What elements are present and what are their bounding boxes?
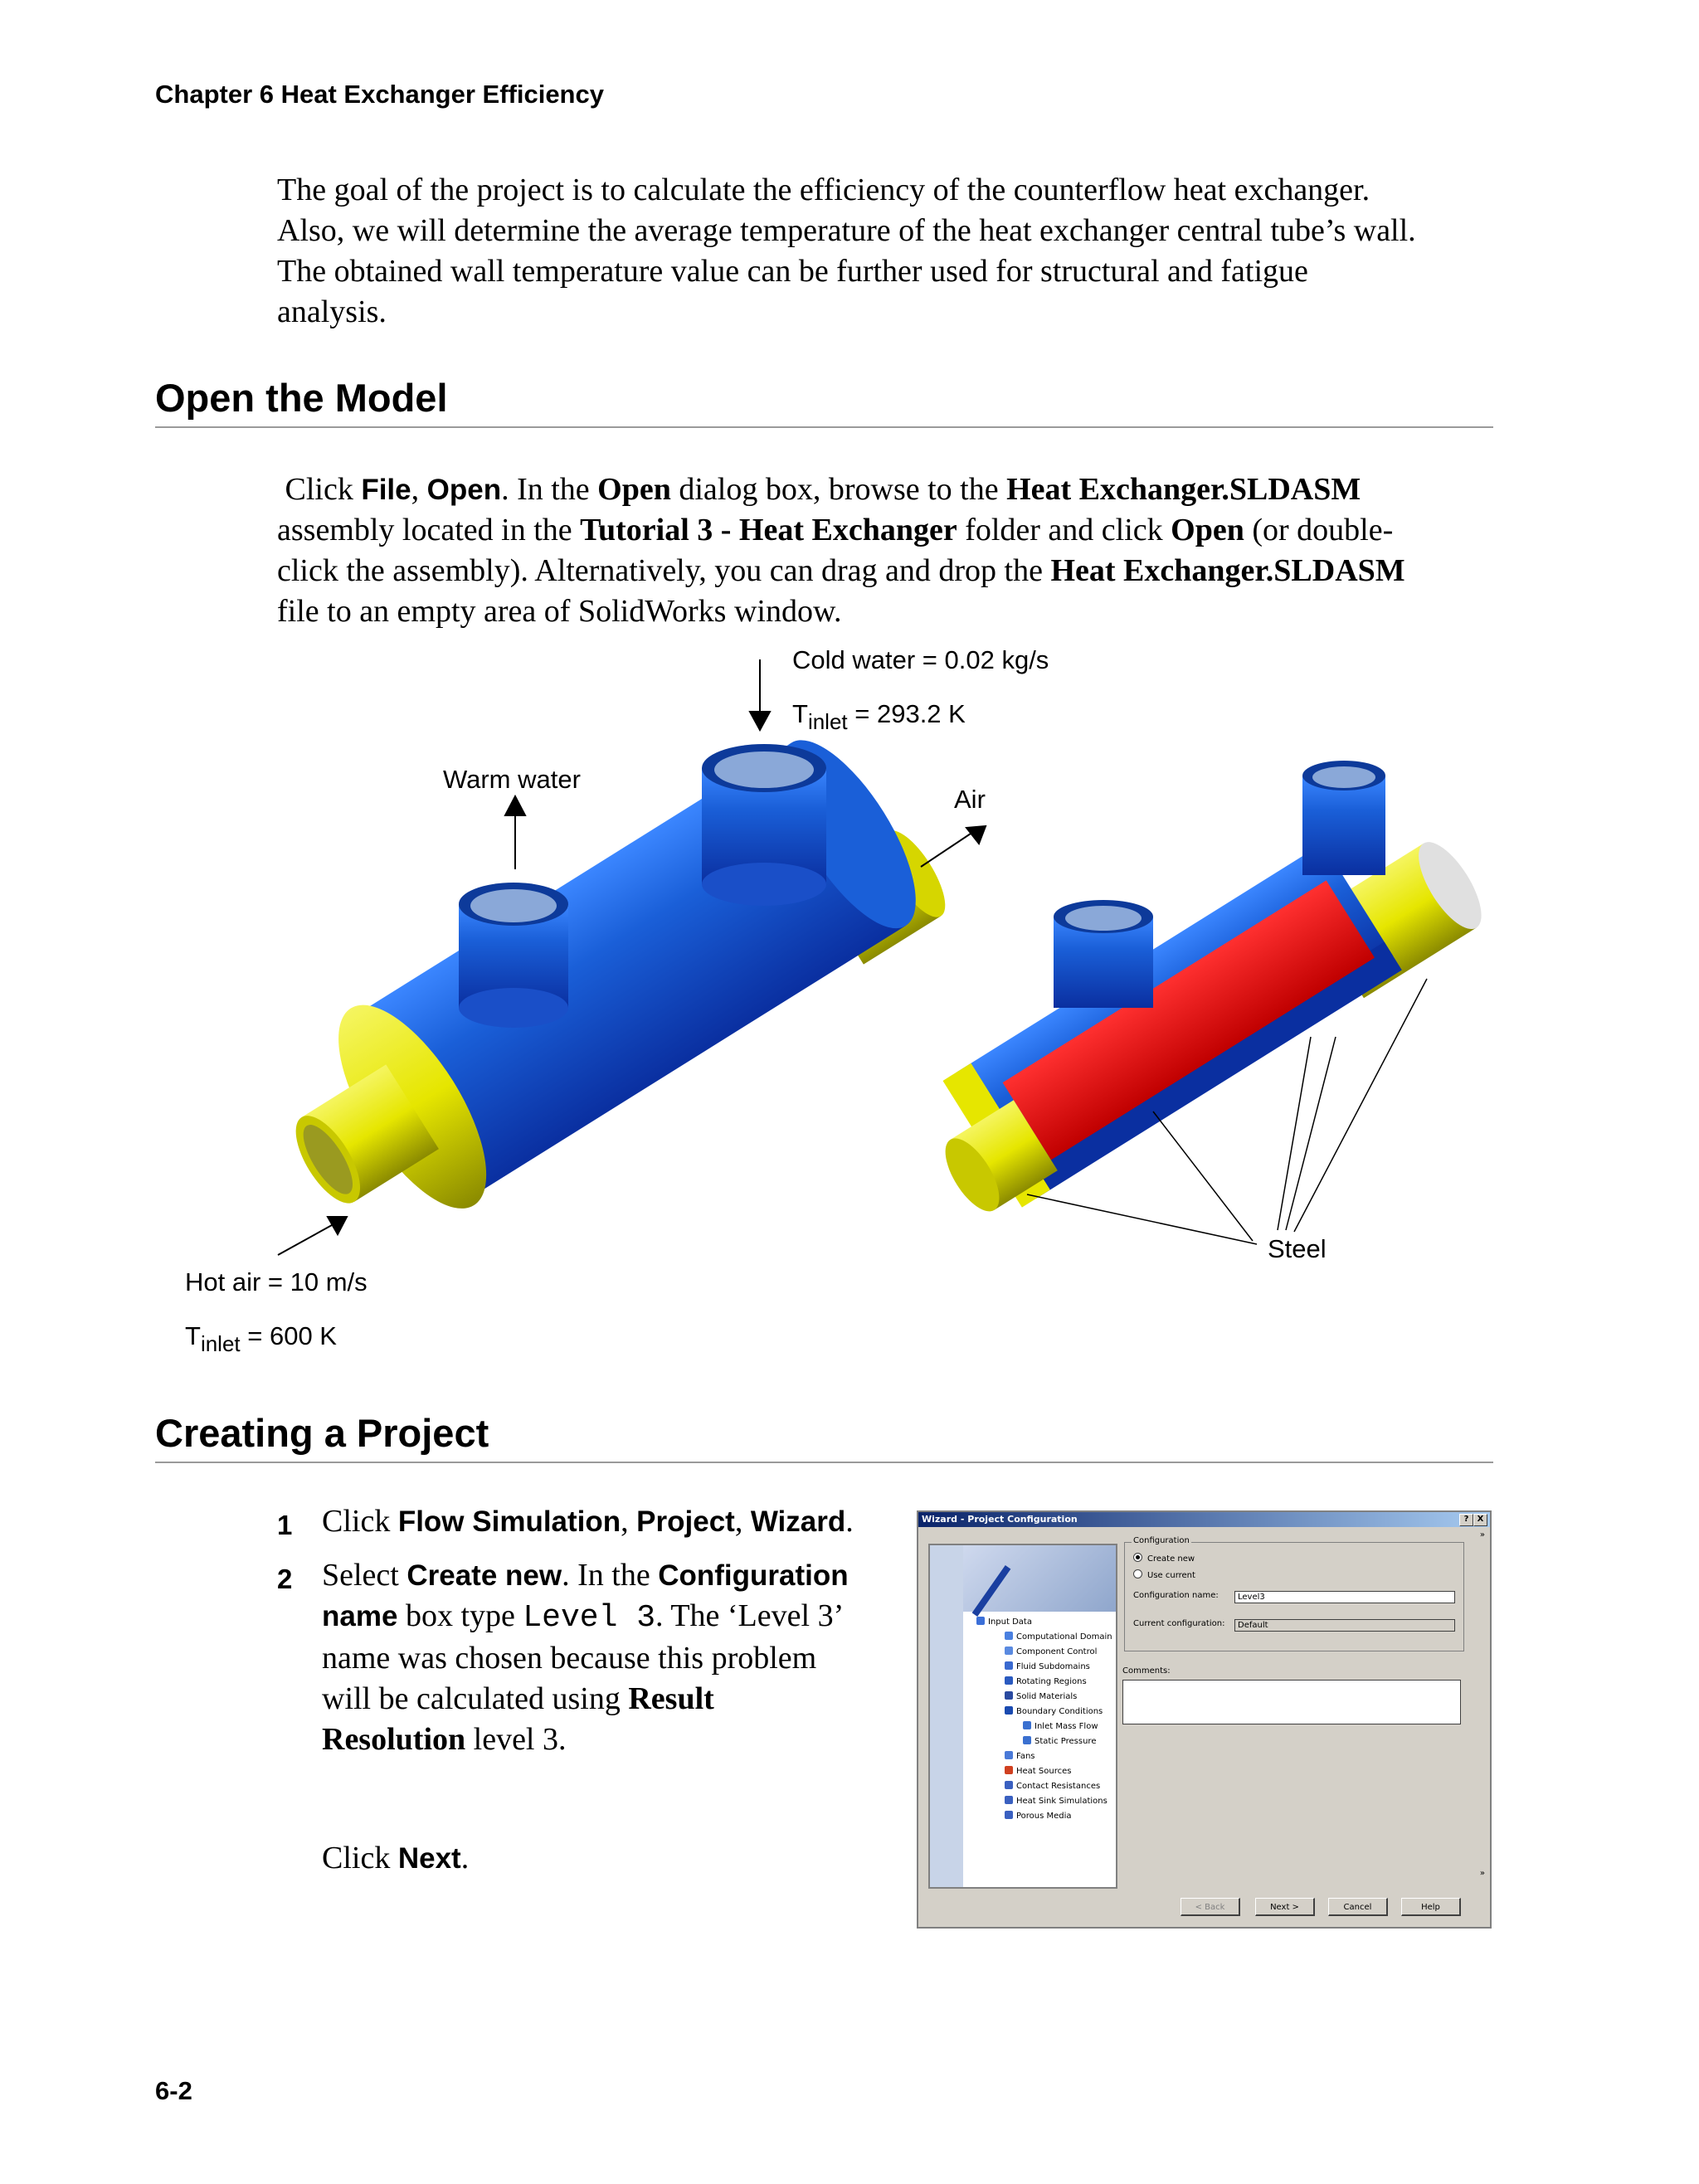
group-label: Configuration [1133,1536,1190,1545]
tree-item[interactable]: Porous Media [1005,1811,1072,1821]
label-hot-air-temp: $T_{inlet} = 600$ K [185,1321,337,1356]
expand-bottom-icon[interactable]: » [1479,1869,1485,1878]
term-ref: Resolution [322,1722,466,1757]
page-number: 6-2 [155,2076,192,2105]
chapter-header: Chapter 6 Heat Exchanger Efficiency [155,80,604,109]
component-icon [1005,1647,1013,1655]
comments-textarea[interactable] [1122,1680,1461,1724]
typed-value: Level 3 [523,1600,656,1636]
step-1: 1 Click Flow Simulation, Project, Wizard. [277,1501,883,1542]
domain-icon [1005,1632,1013,1640]
step-number: 2 [277,1564,293,1594]
fluid-icon [1005,1661,1013,1670]
tree-item[interactable]: Contact Resistances [1005,1781,1100,1791]
open-model-paragraph: Click File, Open. In the Open dialog box, browse to the Heat Exchanger.SLDASM assembly located in the Tutorial 3 - Heat Exchanger folder and click Open (or double- click the assembly). Alternatively, you can drag and drop the Heat Exchanger.SLDASM file to an empty area of SolidWorks window. [277,469,1497,632]
wizard-left-pane [928,1544,1117,1889]
back-button[interactable]: < Back [1181,1898,1240,1916]
button-ref-next: Next [397,1842,461,1875]
text: Click [285,472,353,507]
label-air: Air [954,785,986,814]
wizard-dialog [917,1510,1492,1929]
solid-icon [1005,1691,1013,1700]
heat-sink-icon [1005,1796,1013,1804]
dialog-ref-open: Open [597,472,671,507]
radio-use-current[interactable]: Use current [1133,1569,1195,1580]
section-rule [155,1462,1493,1463]
pressure-icon [1023,1736,1031,1744]
term-ref: Result [628,1681,714,1716]
help-button[interactable]: Help [1401,1898,1461,1916]
intro-line: analysis. [277,294,387,329]
text: file to an empty area of SolidWorks window. [277,594,842,629]
config-name-input[interactable]: Level3 [1234,1591,1455,1603]
option-ref: Create new [406,1559,562,1592]
folder-ref: Tutorial 3 - Heat Exchanger [580,513,957,547]
wizard-title-bar [918,1512,1490,1527]
tree-item[interactable]: Inlet Mass Flow [1023,1721,1098,1731]
intro-line: The goal of the project is to calculate the efficiency of the counterflow heat exchanger. [277,173,1370,207]
cutaway-exchanger [906,761,1493,1230]
heat-source-icon [1005,1766,1013,1774]
radio-create-new[interactable]: Create new [1133,1553,1195,1564]
fan-icon [1005,1751,1013,1759]
step-number: 1 [277,1510,293,1540]
label-steel: Steel [1268,1234,1327,1263]
menu-ref: Flow Simulation [397,1505,621,1538]
menu-ref-open: Open [426,474,502,506]
wizard-title: Wizard - Project Configuration [922,1514,1078,1525]
section-title-creating-project: Creating a Project [155,1411,489,1455]
help-title-button[interactable]: ? [1459,1514,1473,1526]
boundary-icon [1005,1706,1013,1715]
tree-item[interactable]: Heat Sink Simulations [1005,1796,1108,1806]
inlet-icon [1023,1721,1031,1729]
tree-item[interactable]: Rotating Regions [1005,1676,1087,1686]
file-ref-assembly: Heat Exchanger.SLDASM [1006,472,1361,507]
tree-item[interactable]: Solid Materials [1005,1691,1077,1701]
close-title-button[interactable]: X [1473,1514,1487,1526]
label-hot-air: Hot air = 10 m/s [185,1267,368,1296]
contact-icon [1005,1781,1013,1789]
menu-ref-file: File [361,474,411,506]
tree-item[interactable]: Fluid Subdomains [1005,1661,1090,1671]
rotating-icon [1005,1676,1013,1685]
label-warm-water: Warm water [443,765,581,794]
button-ref-open: Open [1171,513,1244,547]
configuration-group [1124,1536,1464,1651]
field-ref: Configuration [658,1559,849,1592]
menu-ref: Project [636,1505,735,1538]
tree-item[interactable]: Static Pressure [1023,1736,1096,1746]
section-title-open-model: Open the Model [155,376,448,420]
expand-top-icon[interactable]: » [1479,1530,1485,1540]
click-next-instruction: Click Next. [322,1841,470,1875]
feature-toolbar [930,1545,963,1887]
file-ref-assembly: Heat Exchanger.SLDASM [1050,553,1405,588]
porous-icon [1005,1811,1013,1819]
label-cold-water: Cold water = 0.02 kg/s [792,645,1049,674]
step-2: 2 Select Create new. In the Configuration name box type Level 3. The ‘Level 3’ name was chosen because this problem will be calculated using Result Resolution level 3. [277,1558,849,1757]
cancel-button[interactable]: Cancel [1328,1898,1388,1916]
tree-item[interactable]: Boundary Conditions [1005,1706,1103,1716]
config-name-label: Configuration name: [1133,1591,1219,1600]
next-button[interactable]: Next > [1255,1898,1315,1916]
tree-item[interactable]: Fans [1005,1751,1035,1761]
assembled-exchanger [248,714,957,1270]
comments-label: Comments: [1122,1666,1171,1676]
tree-item[interactable]: Component Control [1005,1647,1097,1656]
label-cold-water-temp: $T_{inlet} = 293.2$ K [792,699,966,734]
current-config-field: Default [1234,1619,1455,1632]
menu-ref: Wizard [750,1505,846,1538]
intro-line: The obtained wall temperature value can be further used for structural and fatigue [277,254,1308,289]
tree-item[interactable]: Heat Sources [1005,1766,1071,1776]
field-ref: name [322,1600,398,1632]
tree-item[interactable]: Computational Domain [1005,1632,1112,1642]
current-config-label: Current configuration: [1133,1619,1225,1628]
intro-line: Also, we will determine the average temperature of the heat exchanger central tube’s wall. [277,213,1416,248]
input-data-icon [976,1617,985,1625]
tree-item[interactable]: Input Data [976,1617,1032,1627]
